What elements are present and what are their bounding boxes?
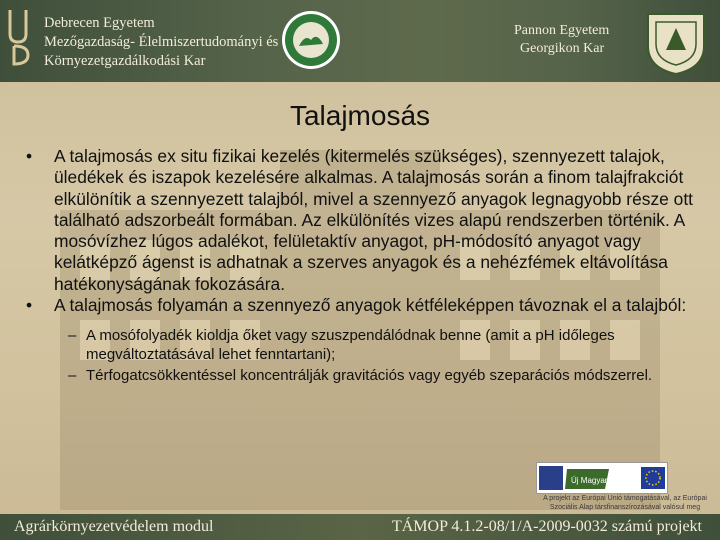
slide-content	[26, 146, 706, 385]
bullet-text: A talajmosás ex situ fizikai kezelés (kitermelés szükséges), szennyezett talajok, üledékek és iszapok kezelésére alkalmas. A talajmosás során a finom talajfrakciót elkülönítik a szennyezett talajból, mivel a szennyező anyagok legnagyobb része ott található adszorbeált formában. Az elkülönítés vizes alapú rendszerben történik. A mosóvízhez lúgos adalékot, felületaktív anyagot, pH-módosító anyagot vagy kelátképző ágenst is adhatnak a szerves anyagok és a nehézfémek eltávolítása hatékonyságának fokozására.	[54, 146, 694, 294]
bullet-icon: •	[26, 146, 33, 166]
new-hungary-logo-icon	[537, 463, 667, 493]
pannon-crest-icon	[642, 10, 710, 76]
header-left-line: Mezőgazdaság- Élelmiszertudományi és	[44, 34, 279, 50]
eu-caption: A projekt az Európai Unió támogatásával, az Európai Szociális Alap társfinanszírozásával valósul meg	[543, 495, 707, 511]
bullet-item	[26, 295, 706, 316]
header-left-line: Környezetgazdálkodási Kar	[44, 53, 206, 69]
dash-icon: –	[68, 327, 77, 345]
dash-icon: –	[68, 367, 77, 385]
subbullet-item	[26, 366, 706, 385]
debrecen-university-name	[44, 14, 278, 71]
debrecen-seal-icon	[281, 10, 341, 70]
bullet-item	[26, 146, 706, 295]
project-id: TÁMOP 4.1.2-08/1/A-2009-0032 számú projekt	[391, 518, 702, 535]
header-right-line: Georgikon Kar	[520, 41, 605, 56]
ud-logo-icon	[6, 6, 36, 66]
subbullet-item	[26, 326, 706, 364]
new-hungary-logo-text: Új Magyarország	[571, 476, 632, 485]
bullet-icon: •	[26, 295, 33, 316]
header-right-line: Pannon Egyetem	[514, 23, 610, 38]
slide-title: Talajmosás	[289, 100, 431, 131]
footer-banner	[0, 514, 720, 540]
pannon-university-name	[514, 22, 609, 58]
subbullet-text: A mosófolyadék kioldja őket vagy szuszpendálódnak benne (amit a pH időleges megváltoztatásával lehet fenntartani);	[86, 327, 615, 364]
subbullet-text: Térfogatcsökkentéssel koncentrálják gravitációs vagy egyéb szeparációs módszerrel.	[86, 367, 653, 385]
bullet-text: A talajmosás folyamán a szennyező anyagok kétféleképpen távoznak el a talajból:	[54, 295, 687, 316]
eu-logo-box	[536, 462, 668, 494]
module-name: Agrárkörnyezetvédelem modul	[14, 518, 214, 535]
header-left-line: Debrecen Egyetem	[44, 15, 155, 31]
header-banner	[0, 0, 720, 82]
